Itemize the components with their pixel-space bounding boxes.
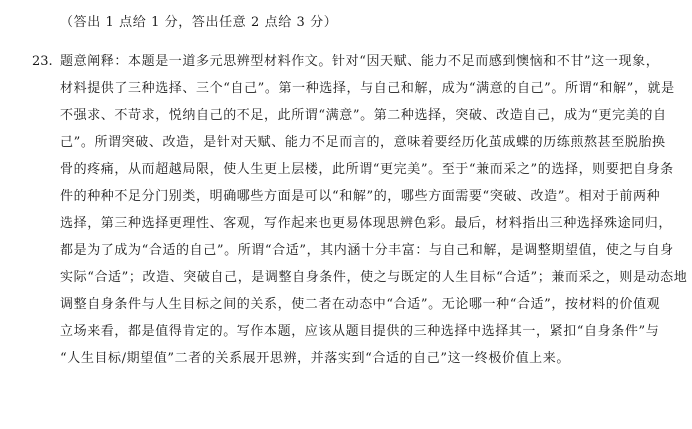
question-number: 23. — [32, 54, 53, 69]
paragraph-line: 材料提供了三种选择、三个“自己”。第一种选择，与自己和解，成为“满意的自己”。所谓“和解”，就是 — [60, 81, 675, 96]
paragraph-line: “人生目标/期望值”二者的关系展开思辨，并落实到“合适的自己”这一终极价值上来。 — [60, 351, 570, 366]
paragraph-line: 选择，第三种选择更理性、客观，写作起来也更易体现思辨色彩。最后，材料指出三种选择殊途同归， — [60, 216, 673, 231]
paragraph-line: 件的种种不足分门别类，明确哪些方面是可以“和解”的，哪些方面需要“突破、改造”。相对于前两种 — [60, 189, 661, 204]
paragraph-line: 实际“合适”；改造、突破自己，是调整自身条件，使之与既定的人生目标“合适”；兼而采之，则是动态地 — [60, 270, 688, 285]
paragraph-line: 骨的疼痛，从而超越局限，使人生更上层楼，此所谓“更完美”。至于“兼而采之”的选择，则要把自身条 — [60, 162, 674, 177]
paragraph-line: 不强求、不苛求，悦纳自己的不足，此所谓“满意”。第二种选择，突破、改造自己，成为“更完美的自 — [60, 108, 667, 123]
paragraph-line: 己”。所谓突破、改造，是针对天赋、能力不足而言的，意味着要经历化茧成蝶的历练煎熬甚至脱胎换 — [60, 135, 666, 150]
scoring-note: （答出 1 点给 1 分，答出任意 2 点给 3 分） — [60, 15, 338, 30]
paragraph-line: 题意阐释：本题是一道多元思辨型材料作文。针对“因天赋、能力不足而感到懊恼和不甘”这一现象， — [60, 54, 660, 69]
paragraph-line: 调整自身条件与人生目标之间的关系，使二者在动态中“合适”。无论哪一种“合适”，按材料的价值观 — [60, 297, 661, 312]
paragraph-line: 都是为了成为“合适的自己”。所谓“合适”，其内涵十分丰富：与自己和解，是调整期望值，使之与自身 — [60, 243, 674, 258]
paragraph-line: 立场来看，都是值得肯定的。写作本题，应该从题目提供的三种选择中选择其一，紧扣“自身条件”与 — [60, 324, 660, 339]
